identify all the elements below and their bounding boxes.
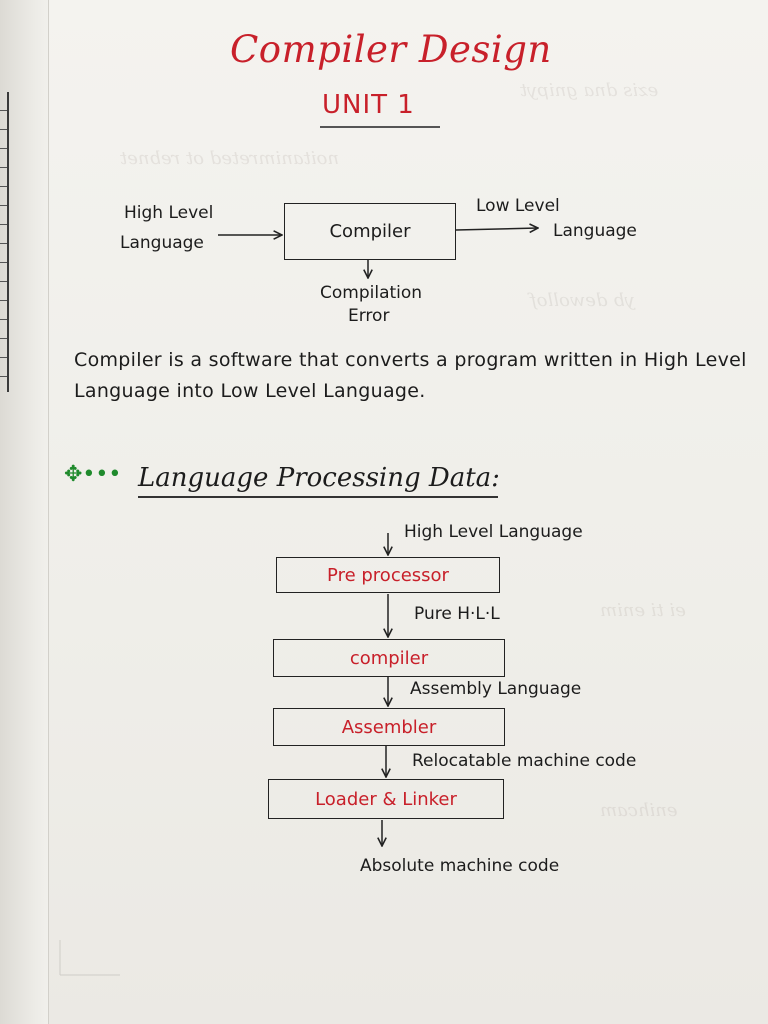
flow-input-label: High Level Language bbox=[404, 522, 583, 542]
loader-linker-box: Loader & Linker bbox=[268, 779, 504, 819]
section-heading: Language Processing Data: bbox=[138, 463, 500, 493]
bleed-through-text: enihcam bbox=[600, 800, 678, 821]
compiler-output-label-line1: Low Level bbox=[476, 196, 560, 216]
preprocessor-output-label: Pure H·L·L bbox=[414, 604, 500, 624]
page-title: Compiler Design bbox=[230, 28, 552, 71]
compiler-stage-output-label: Assembly Language bbox=[410, 679, 582, 699]
compiler-output-label-line2: Language bbox=[553, 221, 637, 241]
output-arrow bbox=[456, 228, 538, 230]
assembler-output-label: Relocatable machine code bbox=[412, 751, 637, 771]
bleed-through-text: ei ti enim bbox=[600, 600, 686, 621]
preprocessor-box: Pre processor bbox=[276, 557, 500, 593]
compiler-input-label-line1: High Level bbox=[124, 203, 214, 223]
compiler-box: Compiler bbox=[284, 203, 456, 260]
bleed-through-text: ezis dna gnipyt bbox=[520, 80, 659, 101]
assembler-box: Assembler bbox=[273, 708, 505, 746]
unit-heading: UNIT 1 bbox=[322, 90, 415, 120]
compiler-input-label-line2: Language bbox=[120, 233, 204, 253]
bleed-through-text: noitanimreted ot rebnet bbox=[120, 148, 340, 169]
compiler-definition: Compiler is a software that converts a program written in High Level Language into Low Level Language. bbox=[74, 349, 747, 402]
compilation-error-line1: Compilation bbox=[320, 283, 423, 303]
compilation-error-line2: Error bbox=[348, 306, 390, 326]
flow-final-output-label: Absolute machine code bbox=[360, 856, 560, 876]
section-bullet-icon: ✥••• bbox=[64, 462, 122, 487]
bleed-through-text: yb dewollof bbox=[530, 290, 635, 311]
compiler-stage-box: compiler bbox=[273, 639, 505, 677]
